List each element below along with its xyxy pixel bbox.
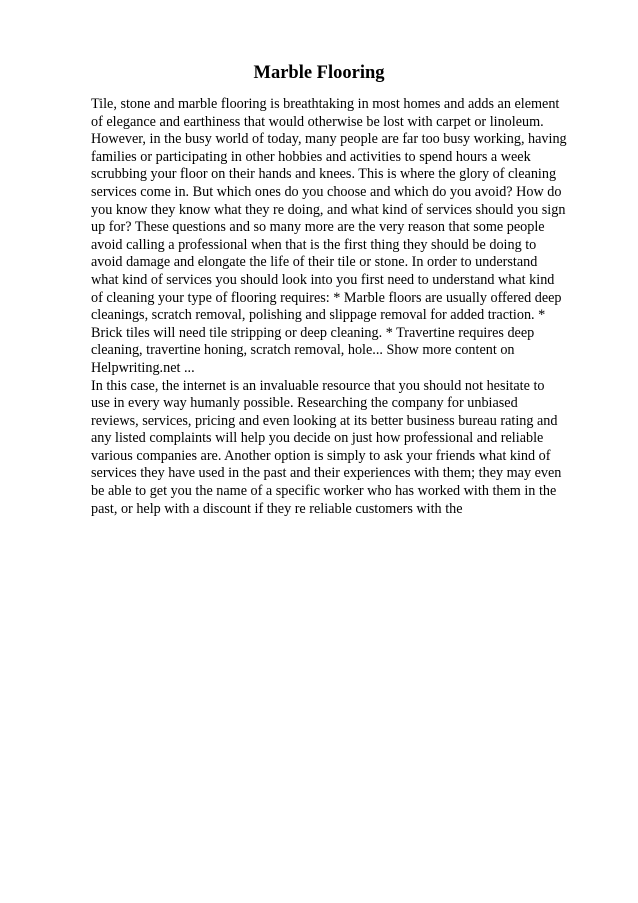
body-line: reviews, services, pricing and even looking at its better business bureau rating and <box>91 412 558 429</box>
body-line: cleanings, scratch removal, polishing and slippage removal for added traction. * <box>91 307 546 324</box>
body-line: you know they know what they re doing, and what kind of services should you sign <box>91 201 566 218</box>
body-line: up for? These questions and so many more are the very reason that some people <box>91 219 545 236</box>
body-line: avoid damage and elongate the life of their tile or stone. In order to understand <box>91 254 538 271</box>
body-line: past, or help with a discount if they re reliable customers with the <box>91 500 463 517</box>
document-title: Marble Flooring <box>253 63 385 83</box>
body-line: of cleaning your type of flooring requires: * Marble floors are usually offered deep <box>91 289 562 306</box>
body-line: However, in the busy world of today, many people are far too busy working, having <box>91 131 567 148</box>
body-line: avoid calling a professional when that is the first thing they should be doing to <box>91 236 537 253</box>
body-line: Brick tiles will need tile stripping or deep cleaning. * Travertine requires deep <box>91 324 535 341</box>
body-line: Helpwriting.net ... <box>91 359 195 376</box>
body-line: families or participating in other hobbies and activities to spend hours a week <box>91 148 531 165</box>
body-line: services they have used in the past and their experiences with them; they may even <box>91 465 562 482</box>
body-line: what kind of services you should look into you first need to understand what kind <box>91 271 555 288</box>
body-line: use in every way humanly possible. Researching the company for unbiased <box>91 395 518 412</box>
body-line: services come in. But which ones do you choose and which do you avoid? How do <box>91 183 562 200</box>
body-line: Tile, stone and marble flooring is breathtaking in most homes and adds an element <box>91 96 560 112</box>
body-line: any listed complaints will help you decide on just how professional and reliable <box>91 430 544 447</box>
body-line: be able to get you the name of a specific worker who has worked with them in the <box>91 483 557 500</box>
body-line: In this case, the internet is an invaluable resource that you should not hesitate to <box>91 377 545 394</box>
document-body <box>91 96 567 518</box>
body-line: of elegance and earthiness that would otherwise be lost with carpet or linoleum. <box>91 113 544 130</box>
body-line: various companies are. Another option is simply to ask your friends what kind of <box>91 447 551 464</box>
body-line: cleaning, travertine honing, scratch removal, hole... Show more content on <box>91 342 515 359</box>
body-line: scrubbing your floor on their hands and knees. This is where the glory of cleaning <box>91 166 557 183</box>
